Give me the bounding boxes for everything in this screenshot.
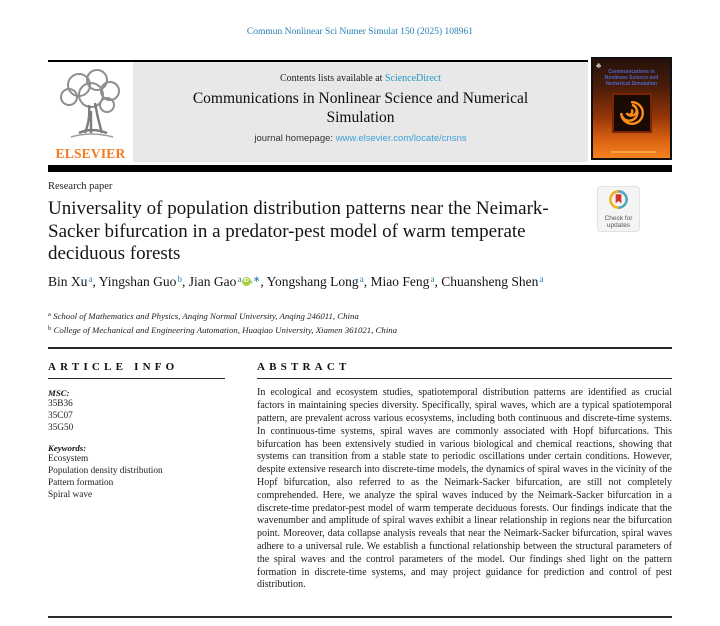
msc-item: 35G50: [48, 423, 74, 434]
author-affil-sup: a: [430, 274, 435, 284]
author-separator: ,: [363, 274, 371, 289]
corresponding-author-mark: ,∗: [250, 274, 261, 284]
cover-tree-icon: ♣: [596, 61, 602, 70]
header-bottom-bar: [48, 165, 672, 172]
article-info-heading: ARTICLE INFO: [48, 361, 179, 373]
msc-item: 35B36: [48, 399, 73, 410]
msc-item: 35C07: [48, 411, 73, 422]
affiliation-text: School of Mathematics and Physics, Anqing Normal University, Anqing 246011, China: [50, 311, 359, 321]
journal-masthead: [133, 62, 588, 162]
homepage-line: [133, 133, 588, 144]
contents-text: Contents lists available at: [279, 73, 385, 84]
author-name: Yingshan Guo: [98, 274, 177, 289]
author-separator: ,: [434, 274, 442, 289]
abstract-text: In ecological and ecosystem studies, spatiotemporal distribution patterns are identified as crucial factors in maintaining species diversity. Specifically, spiral waves, which are a typical spatiotemporal pattern, are prevalent across various ecosystems, including both continuous and discrete-time systems. In continuous-time systems, spiral waves are commonly associated with Hopf bifurcations. This bifurcation has been extensively studied in various biological and chemical reactions, showing that systems can transition from a stable state to periodic oscillations under certain conditions. However, despite extensive research into discrete-time models, the dynamics of spiral waves in the vicinity of the Hopf bifurcation, also referred to as the Neimark-Sacker bifurcation, are still not completely comprehended. Here, we analyze the spiral waves induced by the Neimark-Sacker bifurcation in a discrete-time predator-pest model of warm temperate deciduous forests. Our findings indicate that the wavenumber and amplitude of spiral waves exhibit a linear relationship in regions near the bifurcation point. Moreover, data collapse analysis reveals that near the Neimark-Sacker bifurcation, spiral waves adhere to a universal rule. We establish a functional relationship between the structural parameters of the spiral waves and the control parameters of the model. Our findings shed light on the pattern formation in discrete-time systems, and may project guidance for prediction and control of pest distribution.: [257, 387, 672, 591]
affiliation-text: College of Mechanical and Engineering Automation, Huaqiao University, Xiamen 361021, China: [51, 324, 398, 335]
orcid-icon[interactable]: iD: [243, 278, 249, 284]
author-name: Miao Feng: [370, 274, 430, 289]
affiliation-sup: a: [48, 311, 51, 318]
abstract-column: [257, 361, 672, 592]
affiliation-item: [48, 309, 397, 323]
msc-label: MSC:: [48, 388, 70, 399]
author-separator: ,: [92, 274, 99, 289]
affiliation-sup: b: [48, 324, 52, 332]
cover-url-bar: [611, 151, 656, 153]
crossmark-icon: [608, 189, 629, 210]
article-type-label: Research paper: [48, 181, 113, 192]
check-for-updates-badge[interactable]: [597, 186, 640, 232]
keyword-item: Population density distribution: [48, 466, 163, 477]
author-affil-sup: a: [539, 274, 544, 284]
cover-spiral-art: [612, 93, 652, 133]
article-title: Universality of population distribution patterns near the Neimark-Sacker bifurcation in a predator-pest model of warm temperate deciduous forests: [48, 198, 549, 264]
author-affil-sup: b: [177, 274, 183, 284]
sciencedirect-link[interactable]: ScienceDirect: [384, 73, 442, 84]
elsevier-tree-icon: [55, 67, 127, 147]
author-affil-sup: a: [237, 274, 242, 284]
affiliation-item: [48, 323, 397, 337]
author-affil-sup: a: [88, 274, 93, 284]
affiliation-list: [48, 309, 397, 336]
journal-citation: Commun Nonlinear Sci Numer Simulat 150 (2025) 108961: [246, 27, 474, 37]
author-separator: ,: [260, 274, 267, 289]
page-bottom-rule: [48, 616, 672, 618]
author-name: Chuansheng Shen: [441, 274, 539, 289]
author-name: Jian Gao: [188, 274, 237, 289]
homepage-label: journal homepage:: [254, 133, 336, 144]
author-affil-sup: a: [359, 274, 364, 284]
cover-journal-title: Communications in Nonlinear Science and Numerical Simulation: [604, 69, 659, 87]
journal-title: Communications in Nonlinear Science and Numerical Simulation: [192, 90, 529, 126]
contents-line: [133, 73, 588, 84]
keyword-item: Spiral wave: [48, 490, 93, 501]
author-name: Yongshang Long: [266, 274, 359, 289]
keyword-item: Pattern formation: [48, 478, 114, 489]
elsevier-wordmark: ELSEVIER: [55, 146, 126, 161]
homepage-url-link[interactable]: www.elsevier.com/locate/cnsns: [335, 133, 467, 144]
article-info-rule: [48, 378, 225, 379]
author-list: [48, 271, 616, 291]
section-divider-rule: [48, 347, 672, 349]
keyword-item: Ecosystem: [48, 454, 89, 465]
article-info-column: [48, 361, 225, 501]
author-separator: ,: [182, 274, 189, 289]
author-name: Bin Xu: [48, 274, 88, 289]
journal-header: [48, 60, 672, 172]
journal-cover-thumbnail[interactable]: [591, 57, 672, 160]
keywords-label: Keywords:: [48, 443, 87, 454]
abstract-rule: [257, 378, 672, 379]
elsevier-logo[interactable]: [48, 63, 133, 163]
check-updates-label: Check for updates: [604, 215, 633, 229]
abstract-heading: ABSTRACT: [257, 361, 351, 373]
